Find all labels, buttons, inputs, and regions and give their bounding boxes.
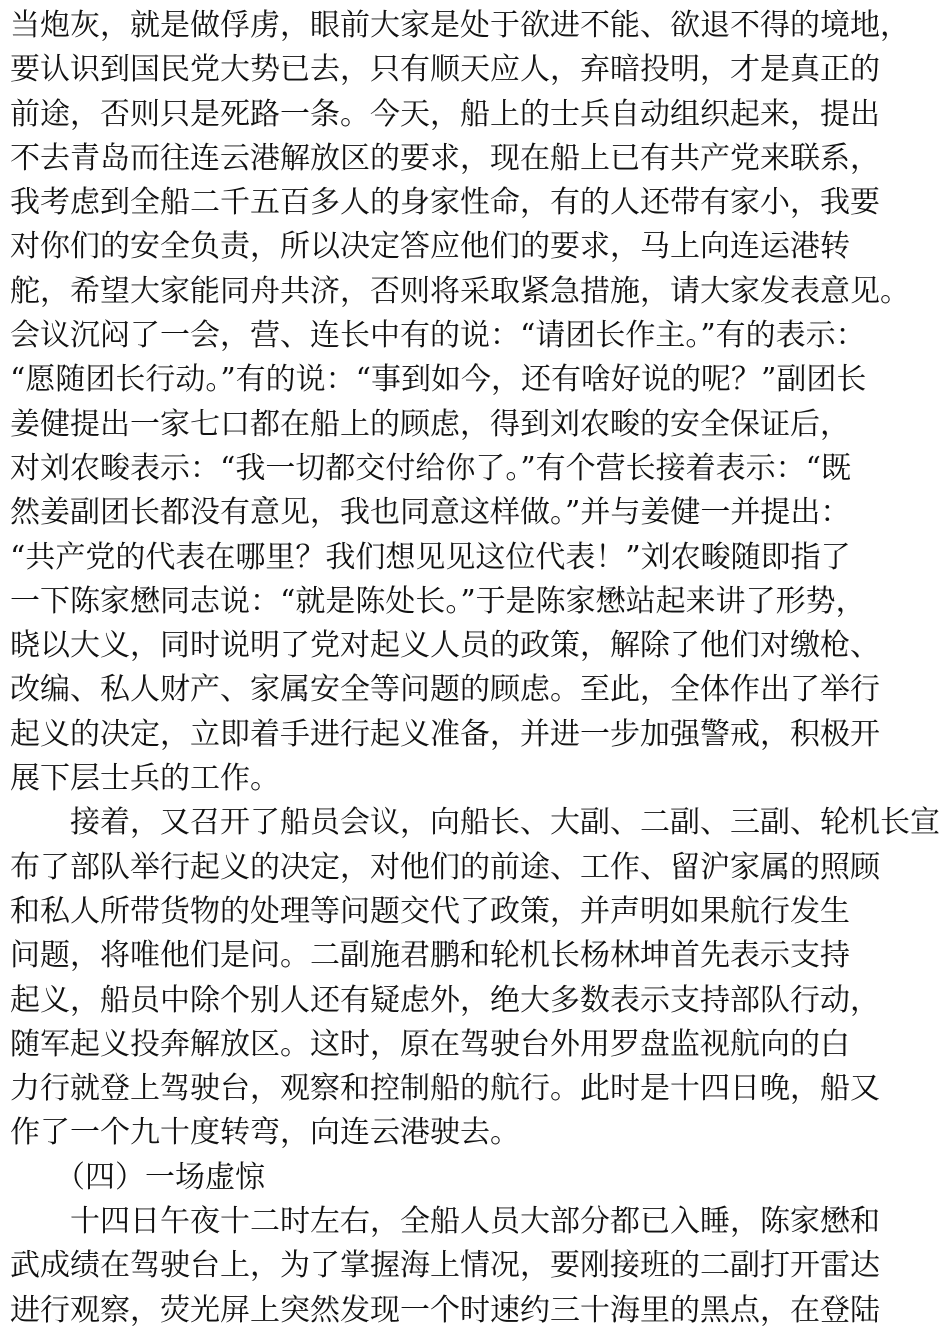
text-line: 会议沉闷了一会，营、连长中有的说：“请团长作主。”有的表示：	[10, 318, 866, 354]
text-line: 力行就登上驾驶台，观察和控制船的航行。此时是十四日晚，船又	[10, 1071, 880, 1107]
text-line: 舵，希望大家能同舟共济，否则将采取紧急措施，请大家发表意见。	[10, 273, 910, 309]
text-line: 布了部队举行起义的决定，对他们的前途、工作、留沪家属的照顾	[10, 849, 880, 885]
section-heading-text: （四）一场虚惊	[10, 1159, 265, 1195]
text-line: 晓以大义，同时说明了党对起义人员的政策，解除了他们对缴枪、	[10, 628, 880, 664]
text-line: 然姜副团长都没有意见，我也同意这样做。”并与姜健一并提出：	[10, 495, 851, 531]
text-line: 不去青岛而往连云港解放区的要求，现在船上已有共产党来联系，	[10, 140, 880, 176]
document-page	[10, 4, 940, 1333]
text-line: “愿随团长行动。”有的说：“事到如今，还有啥好说的呢？”副团长	[10, 362, 867, 398]
text-line: 一下陈家懋同志说：“就是陈处长。”于是陈家懋站起来讲了形势，	[10, 583, 866, 619]
paragraph-3	[10, 1200, 880, 1333]
text-line: 起义，船员中除个别人还有疑虑外，绝大多数表示支持部队行动，	[10, 982, 880, 1018]
text-line: 我考虑到全船二千五百多人的身家性命，有的人还带有家小，我要	[10, 185, 880, 221]
section-heading	[10, 1156, 832, 1200]
text-line: 姜健提出一家七口都在船上的顾虑，得到刘农畯的安全保证后，	[10, 406, 850, 442]
text-line: 武成绩在驾驶台上，为了掌握海上情况，要刚接班的二副打开雷达	[10, 1248, 880, 1284]
text-line: 进行观察，荧光屏上突然发现一个时速约三十海里的黑点，在登陆	[10, 1292, 880, 1328]
text-line: 展下层士兵的工作。	[10, 761, 280, 797]
text-line: 起义的决定，立即着手进行起义准备，并进一步加强警戒，积极开	[10, 716, 880, 752]
text-line: 问题，将唯他们是问。二副施君鹏和轮机长杨林坤首先表示支持	[10, 938, 850, 974]
text-line: 对你们的安全负责，所以决定答应他们的要求，马上向连运港转	[10, 229, 850, 265]
text-line: 作了一个九十度转弯，向连云港驶去。	[10, 1115, 520, 1151]
text-line: 对刘农畯表示：“我一切都交付给你了。”有个营长接着表示：“既	[10, 450, 852, 486]
text-line: 和私人所带货物的处理等问题交代了政策，并声明如果航行发生	[10, 893, 850, 929]
paragraph-1	[10, 4, 910, 801]
text-line: 要认识到国民党大势已去，只有顺天应人，弃暗投明，才是真正的	[10, 52, 880, 88]
text-line: “共产党的代表在哪里？我们想见见这位代表！”刘农畯随即指了	[10, 539, 851, 575]
text-line: 改编、私人财产、家属安全等问题的顾虑。至此，全体作出了举行	[10, 672, 880, 708]
text-line: 随军起义投奔解放区。这时，原在驾驶台外用罗盘监视航向的白	[10, 1026, 850, 1062]
text-line: 前途，否则只是死路一条。今天，船上的士兵自动组织起来，提出	[10, 96, 880, 132]
paragraph-2	[10, 801, 940, 1155]
text-line: 接着，又召开了船员会议，向船长、大副、二副、三副、轮机长宣	[10, 805, 940, 841]
text-line: 十四日午夜十二时左右，全船人员大部分都已入睡，陈家懋和	[10, 1204, 880, 1240]
text-line: 当炮灰，就是做俘虏，眼前大家是处于欲进不能、欲退不得的境地，	[10, 8, 910, 43]
